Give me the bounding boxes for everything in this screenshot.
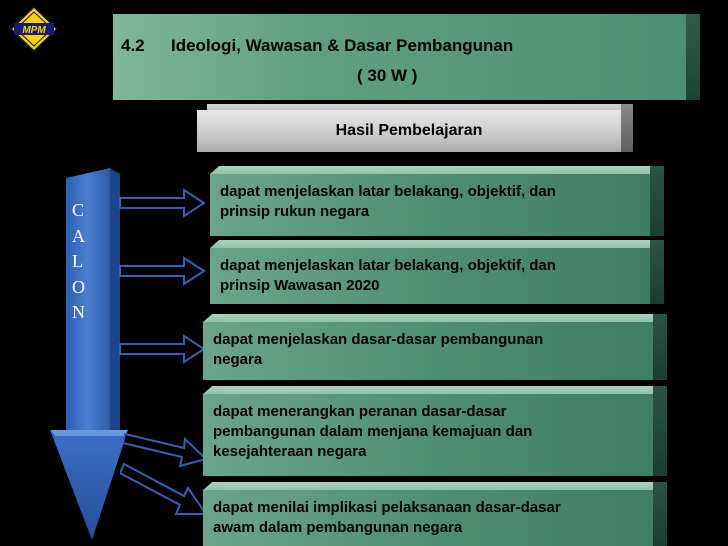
outcome-box-5 [203,482,667,546]
outcome-top-bevel [210,240,664,248]
topic-title: Ideologi, Wawasan & Dasar Pembangunan [171,36,514,55]
calon-letter: C [72,200,85,220]
outcome-top-bevel [203,482,667,490]
outcome-line: prinsip rukun negara [220,203,370,220]
outcome-top-bevel [203,386,667,394]
outcome-line: dapat menjelaskan dasar-dasar pembangunan [213,331,544,348]
topic-weight: ( 30 W ) [357,66,418,85]
calon-letter: L [72,251,83,271]
connector-arrow-5 [120,458,208,520]
outcome-box-2 [210,240,664,304]
topic-header-face [113,14,686,100]
outcome-line: kesejahteraan negara [213,443,367,460]
outcome-line: dapat menerangkan peranan dasar-dasar [213,403,507,420]
calon-letters [72,198,92,326]
mpm-logo [10,6,58,52]
outcome-side-bevel [653,482,667,546]
outcome-side-bevel [653,314,667,380]
calon-letter: O [72,276,85,297]
outcome-box-3 [203,314,667,380]
connector-arrow-2 [118,256,206,286]
outcome-line: awam dalam pembangunan negara [213,519,463,536]
topic-number: 4.2 [121,36,145,55]
connector-arrow-1 [118,188,206,218]
outcome-line: dapat menjelaskan latar belakang, objektif, dan [220,257,556,274]
outcome-line: pembangunan dalam menjana kemajuan dan [213,423,533,440]
outcome-side-bevel [650,166,664,236]
outcome-text [203,322,653,380]
outcome-line: dapat menilai implikasi pelaksanaan dasar-dasar [213,499,561,516]
outcome-top-bevel [203,314,667,322]
outcome-text [203,394,653,476]
outcome-top-bevel [210,166,664,174]
logo-text: MPM [22,25,46,36]
outcome-text [210,174,650,236]
outcome-text [210,248,650,304]
outcome-box-1 [210,166,664,236]
connector-arrow-3 [118,334,206,364]
outcome-line: negara [213,351,263,368]
topic-header [113,14,700,100]
outcome-box-4 [203,386,667,476]
outcome-text [203,490,653,546]
calon-letter: A [72,225,85,246]
outcome-side-bevel [653,386,667,476]
learning-outcomes-heading [197,104,633,152]
outcome-line: dapat menjelaskan latar belakang, objektif, dan [220,183,556,200]
calon-letter: N [72,302,85,322]
topic-header-side [686,14,700,100]
heading-side-bevel [621,104,633,152]
outcome-line: prinsip Wawasan 2020 [220,277,380,294]
outcome-side-bevel [650,240,664,304]
learning-outcomes-label: Hasil Pembelajaran [197,110,621,152]
